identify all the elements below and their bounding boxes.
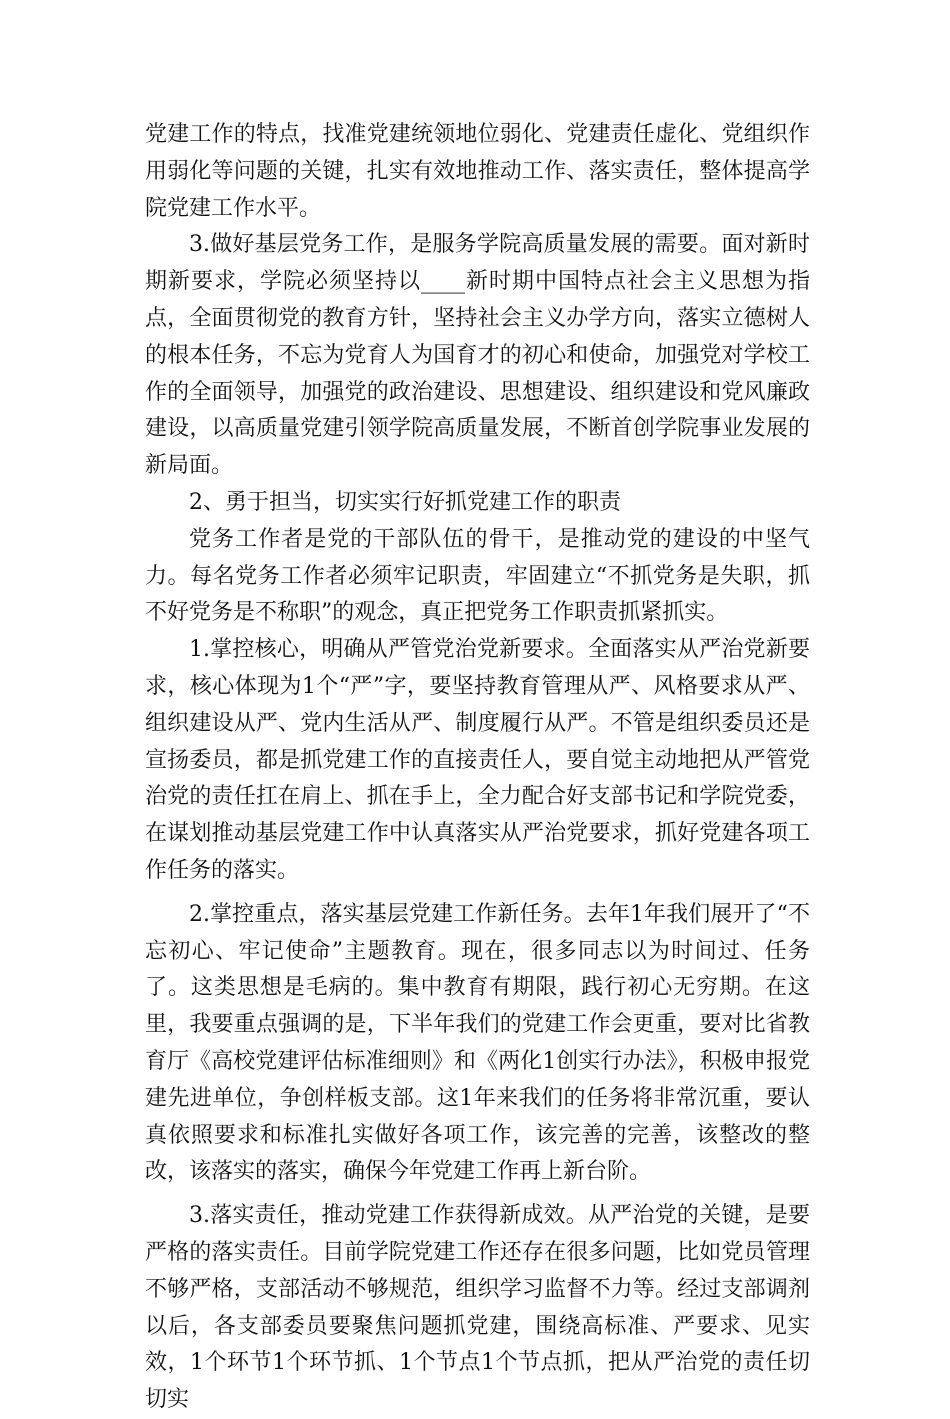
paragraph-party-workers: 党务工作者是党的干部队伍的骨干，是推动党的建设的中坚气力。每名党务工作者必须牢记职责，牢固建立“不抓党务是失职，抓不好党务是不称职”的观念，真正把党务工作职责抓紧抓实。 xyxy=(145,526,810,626)
document-body xyxy=(145,117,810,1419)
paragraph-grassroots-party-work: 3.做好基层党务工作，是服务学院高质量发展的需要。面对新时期新要求，学院必须坚持以____新时期中国特点社会主义思想为指点，全面贯彻党的教育方针，坚持社会主义办学方向，落实立德树人的根本任务，不忘为党育人为国育才的初心和使命，加强党对学校工作的全面领导，加强党的政治建设、思想建设、组织建设和党风廉政建设，以高质量党建引领学院高质量发展，不断首创学院事业发展的新局面。 xyxy=(145,232,810,479)
paragraph-continuation: 党建工作的特点，找准党建统领地位弱化、党建责任虚化、党组织作用弱化等问题的关键，扎实有效地推动工作、落实责任，整体提高学院党建工作水平。 xyxy=(145,122,810,221)
paragraph-implement-responsibility: 3.落实责任，推动党建工作获得新成效。从严治党的关键，是要严格的落实责任。目前学院党建工作还存在很多问题，比如党员管理不够严格，支部活动不够规范，组织学习监督不力等。经过支部调剂以后，各支部委员要聚焦问题抓党建，围绕高标准、严要求、见实效，1个环节1个环节抓、1个节点1个节点抓，把从严治党的责任切切实 xyxy=(145,1203,810,1413)
paragraph-grasp-focus: 2.掌控重点，落实基层党建工作新任务。去年1年我们展开了“不忘初心、牢记使命”主题教育。现在，很多同志以为时间过、任务了。这类思想是毛病的。集中教育有期限，践行初心无穷期。在这里，我要重点强调的是，下半年我们的党建工作会更重，要对比省教育厅《高校党建评估标准细则》和《两化1创实行办法》，积极申报党建先进单位，争创样板支部。这1年来我们的任务将非常沉重，要认真依照要求和标准扎实做好各项工作，该完善的完善，该整改的整改，该落实的落实，确保今年党建工作再上新台阶。 xyxy=(145,901,810,1185)
section-heading-take-responsibility: 2、勇于担当，切实实行好抓党建工作的职责 xyxy=(189,489,621,515)
paragraph-grasp-core: 1.掌控核心，明确从严管党治党新要求。全面落实从严治党新要求，核心体现为1个“严”字，要坚持教育管理从严、风格要求从严、组织建设从严、党内生活从严、制度履行从严。不管是组织委员还是宣扬委员，都是抓党建工作的直接责任人，要自觉主动地把从严管党治党的责任扛在肩上、抓在手上，全力配合好支部书记和学院党委，在谋划推动基层党建工作中认真落实从严治党要求，抓好党建各项工作任务的落实。 xyxy=(145,637,810,883)
